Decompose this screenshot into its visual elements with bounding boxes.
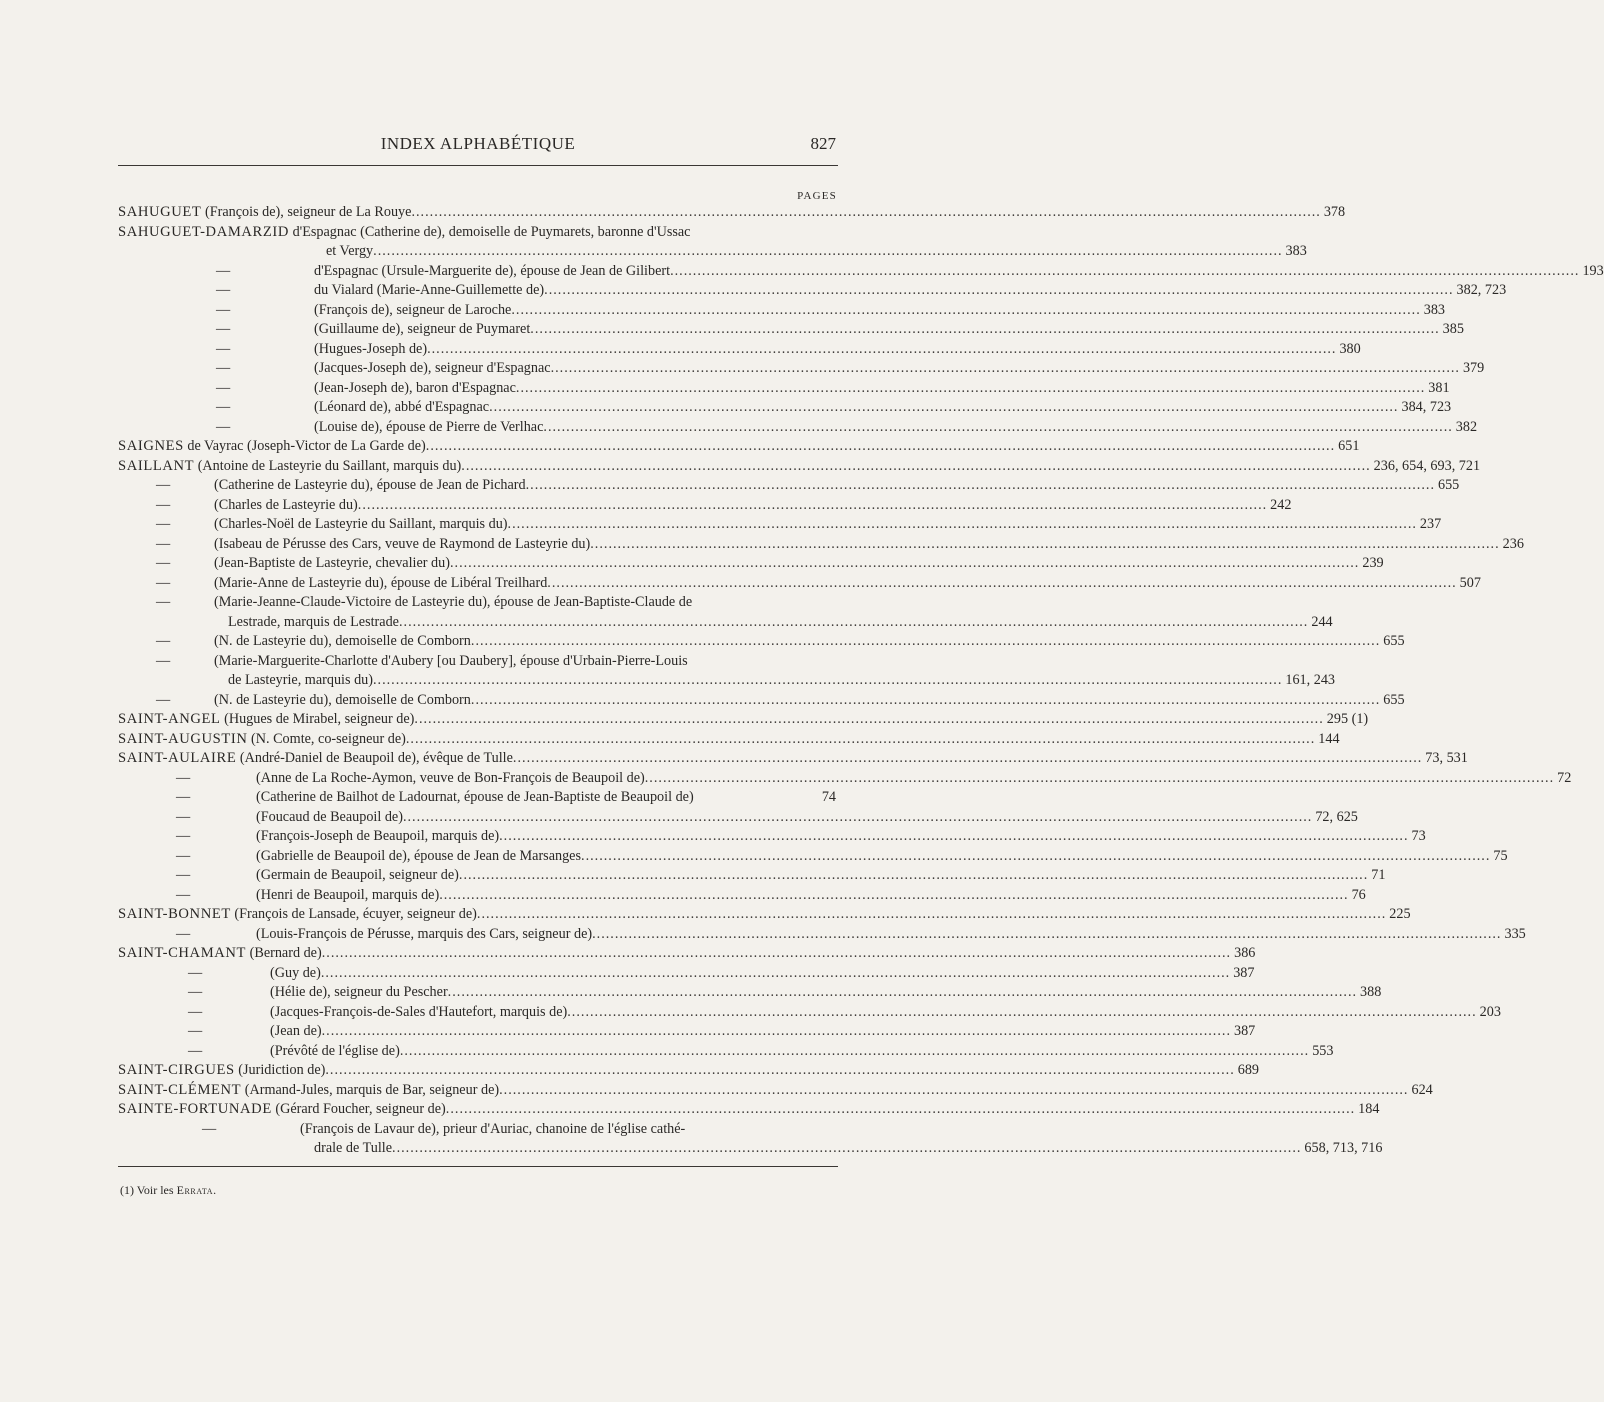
index-entry xyxy=(118,769,1572,789)
index-entry xyxy=(118,476,1460,496)
index-entry xyxy=(118,574,1481,594)
footnote-rule xyxy=(118,1166,838,1167)
leader-dots: ........................................................................................................................................................................................................ xyxy=(392,1140,1302,1156)
entry-text: (François-Joseph de Beaupoil, marquis de) xyxy=(256,828,500,844)
entry-text: (Anne de La Roche-Aymon, veuve de Bon-François de Beaupoil de) xyxy=(256,769,645,786)
entry-pages: 383 xyxy=(1423,301,1446,318)
entry-text: (Gabrielle de Beaupoil de), épouse de Jean de Marsanges xyxy=(256,847,582,864)
page-header xyxy=(118,134,838,160)
entry-pages: 379 xyxy=(1462,360,1485,376)
entry-text: drale de Tulle xyxy=(314,1140,393,1156)
ditto-dash: — xyxy=(156,594,171,610)
ditto-dash: — xyxy=(176,769,191,786)
index-entry xyxy=(118,359,1485,379)
leader-dots: ........................................................................................................................................................................................................ xyxy=(525,477,1435,493)
entry-pages: 193 xyxy=(1582,262,1604,279)
index-entry xyxy=(118,1003,1501,1023)
index-entry xyxy=(118,886,1366,906)
leader-dots: ........................................................................................................................................................................................................ xyxy=(439,886,1349,903)
entry-pages: 242 xyxy=(1270,496,1292,513)
entry-text: (Marie-Anne de Lasteyrie du), épouse de Libéral Treilhard xyxy=(214,574,548,591)
ditto-dash: — xyxy=(176,808,191,825)
entry-heading: SAHUGUET-DAMARZID xyxy=(118,223,290,240)
entry-text: (Jean-Joseph de), baron d'Espagnac xyxy=(314,379,516,396)
index-entry xyxy=(118,398,1452,418)
entry-pages: 244 xyxy=(1311,613,1333,630)
entry-text: (Hélie de), seigneur du Pescher xyxy=(270,984,448,1000)
leader-dots: ........................................................................................................................................................................................................ xyxy=(515,379,1426,396)
index-entry xyxy=(118,437,1360,457)
entry-text: (Juridiction de) xyxy=(234,1062,326,1078)
ditto-dash: — xyxy=(176,867,191,883)
entry-pages: 378 xyxy=(1323,204,1346,220)
index-entry xyxy=(118,281,1507,301)
leader-dots: ........................................................................................................................................................................................................ xyxy=(447,984,1358,1000)
leader-dots: ........................................................................................................................................................................................................ xyxy=(461,457,1371,474)
entry-text: (André-Daniel de Beaupoil de), évêque de Tulle xyxy=(236,750,513,766)
ditto-dash: — xyxy=(156,555,171,571)
ditto-dash: — xyxy=(216,399,231,415)
ditto-dash: — xyxy=(188,1003,203,1020)
entry-text: (Léonard de), abbé d'Espagnac xyxy=(314,399,490,415)
ditto-dash: — xyxy=(156,496,171,513)
entry-text: du Vialard (Marie-Anne-Guillemette de) xyxy=(314,282,545,298)
index-entry xyxy=(118,983,1382,1003)
index-entry xyxy=(118,632,1405,652)
entry-pages: 385 xyxy=(1442,321,1464,337)
entry-pages: 184 xyxy=(1358,1101,1380,1117)
index-entry xyxy=(118,827,1426,847)
index-entry xyxy=(118,301,1446,321)
entry-text: (Louis-François de Pérusse, marquis des Cars, seigneur de) xyxy=(256,925,593,942)
entry-pages: 388 xyxy=(1360,984,1382,1000)
ditto-dash: — xyxy=(216,360,231,376)
entry-text: (Jean de) xyxy=(270,1023,322,1039)
index-entry xyxy=(118,964,1255,984)
entry-text: (Charles-Noël de Lasteyrie du Saillant, marquis du) xyxy=(214,516,508,532)
running-title: INDEX ALPHABÉTIQUE xyxy=(380,134,576,153)
entry-text: (N. Comte, co-seigneur de) xyxy=(247,730,406,747)
index-entry xyxy=(118,1042,1334,1062)
entry-pages: 73, 531 xyxy=(1425,750,1468,766)
entry-text: (Marie-Jeanne-Claude-Victoire de Lasteyrie du), épouse de Jean-Baptiste-Claude de xyxy=(214,594,693,610)
leader-dots: ........................................................................................................................................................................................................ xyxy=(399,1042,1310,1059)
entry-pages: 655 xyxy=(1383,691,1405,708)
index-entry xyxy=(118,535,1524,555)
index-entry xyxy=(118,554,1384,574)
ditto-dash: — xyxy=(176,925,191,942)
leader-dots: ........................................................................................................................................................................................................ xyxy=(550,360,1460,376)
leader-dots: ........................................................................................................................................................................................................ xyxy=(398,613,1309,630)
index-entry xyxy=(118,379,1450,399)
entry-heading: SAHUGUET xyxy=(118,204,202,220)
leader-dots: ........................................................................................................................................................................................................ xyxy=(414,711,1324,727)
page-number: 827 xyxy=(810,134,836,153)
ditto-dash: — xyxy=(156,574,171,591)
entry-text: (François de Lavaur de), prieur d'Auriac, chanoine de l'église cathé- xyxy=(300,1120,686,1137)
entry-text: (Germain de Beaupoil, seigneur de) xyxy=(256,867,459,883)
leader-dots: ........................................................................................................................................................................................................ xyxy=(499,828,1409,844)
entry-pages: 658, 713, 716 xyxy=(1304,1140,1383,1156)
leader-dots: ........................................................................................................................................................................................................ xyxy=(445,1101,1356,1117)
entry-pages: 387 xyxy=(1233,964,1255,981)
index-entry xyxy=(118,1139,1383,1159)
entry-text: de Vayrac (Joseph-Victor de La Garde de) xyxy=(183,438,426,454)
index-entry xyxy=(118,262,1604,282)
ditto-dash: — xyxy=(216,301,231,318)
index-entries xyxy=(118,203,1604,1159)
ditto-dash: — xyxy=(176,886,191,903)
ditto-dash: — xyxy=(188,984,203,1000)
leader-dots: ........................................................................................................................................................................................................ xyxy=(547,574,1457,591)
index-entry xyxy=(118,944,1256,964)
pages-column-label: PAGES xyxy=(797,190,837,202)
entry-text: (Henri de Beaupoil, marquis de) xyxy=(256,886,440,903)
index-entry xyxy=(118,223,836,243)
ditto-dash: — xyxy=(176,847,191,864)
leader-dots: ........................................................................................................................................................................................................ xyxy=(530,321,1440,337)
entry-heading: SAIGNES xyxy=(118,438,184,454)
ditto-dash: — xyxy=(176,828,191,844)
leader-dots: ........................................................................................................................................................................................................ xyxy=(425,438,1336,454)
leader-dots: ........................................................................................................................................................................................................ xyxy=(427,340,1337,357)
index-entry xyxy=(118,905,1411,925)
entry-pages: 72 xyxy=(1557,769,1572,786)
index-entry xyxy=(118,496,1292,516)
entry-text: et Vergy xyxy=(326,243,374,259)
index-entry xyxy=(118,320,1464,340)
entry-text: (Foucaud de Beaupoil de) xyxy=(256,808,403,825)
leader-dots: ........................................................................................................................................................................................................ xyxy=(321,945,1232,961)
footnote-errata-ref: Errata. xyxy=(176,1183,217,1197)
entry-pages: 383 xyxy=(1285,243,1307,259)
entry-pages: 239 xyxy=(1362,555,1384,571)
leader-dots: ........................................................................................................................................................................................................ xyxy=(590,535,1500,552)
entry-pages: 387 xyxy=(1233,1023,1256,1039)
entry-pages: 553 xyxy=(1312,1042,1334,1059)
leader-dots: ........................................................................................................................................................................................................ xyxy=(321,1023,1231,1039)
leader-dots: ........................................................................................................................................................................................................ xyxy=(592,925,1502,942)
entry-text: (Jean-Baptiste de Lasteyrie, chevalier du) xyxy=(214,555,450,571)
entry-text: (Jacques-François-de-Sales d'Hautefort, marquis de) xyxy=(270,1003,568,1020)
entry-text: (Charles de Lasteyrie du) xyxy=(214,496,358,513)
index-entry xyxy=(118,1022,1256,1042)
ditto-dash: — xyxy=(216,379,231,396)
entry-text: (Armand-Jules, marquis de Bar, seigneur de) xyxy=(241,1081,500,1098)
index-entry xyxy=(118,515,1442,535)
ditto-dash: — xyxy=(156,516,171,532)
ditto-dash: — xyxy=(156,691,171,708)
entry-pages: 71 xyxy=(1371,867,1386,883)
index-entry xyxy=(118,847,1508,867)
entry-pages: 237 xyxy=(1419,516,1442,532)
entry-text: (N. de Lasteyrie du), demoiselle de Comborn xyxy=(214,633,471,649)
entry-pages: 75 xyxy=(1493,847,1508,864)
index-entry xyxy=(118,671,1336,691)
entry-text: (Catherine de Bailhot de Ladournat, épouse de Jean-Baptiste de Beaupoil de) xyxy=(256,789,694,805)
leader-dots: ........................................................................................................................................................................................................ xyxy=(512,750,1423,766)
entry-heading: SAILLANT xyxy=(118,457,195,474)
leader-dots: ........................................................................................................................................................................................................ xyxy=(499,1081,1409,1098)
footnote-text: (1) Voir les xyxy=(120,1183,177,1197)
leader-dots: ........................................................................................................................................................................................................ xyxy=(581,847,1491,864)
ditto-dash: — xyxy=(188,964,203,981)
entry-text: (Gérard Foucher, seigneur de) xyxy=(271,1101,446,1117)
entry-heading: SAINT-CLÉMENT xyxy=(118,1081,242,1098)
index-entry xyxy=(118,691,1405,711)
index-entry xyxy=(118,593,836,613)
leader-dots: ........................................................................................................................................................................................................ xyxy=(511,301,1421,318)
entry-text: (N. de Lasteyrie du), demoiselle de Comborn xyxy=(214,691,471,708)
leader-dots: ........................................................................................................................................................................................................ xyxy=(470,633,1381,649)
leader-dots: ........................................................................................................................................................................................................ xyxy=(373,243,1283,259)
entry-heading: SAINT-AUGUSTIN xyxy=(118,730,248,747)
entry-text: (Jacques-Joseph de), seigneur d'Espagnac xyxy=(314,360,551,376)
entry-pages: 295 (1) xyxy=(1326,711,1369,727)
entry-heading: SAINT-BONNET xyxy=(118,906,231,922)
entry-pages: 507 xyxy=(1459,574,1481,591)
entry-pages: 380 xyxy=(1339,340,1361,357)
entry-text: (Marie-Marguerite-Charlotte d'Aubery [ou Daubery], épouse d'Urbain-Pierre-Louis xyxy=(214,652,688,669)
ditto-dash: — xyxy=(216,321,231,337)
entry-text: (Guy de) xyxy=(270,964,321,981)
index-entry xyxy=(118,242,1307,262)
ditto-dash: — xyxy=(156,477,171,493)
leader-dots: ........................................................................................................................................................................................................ xyxy=(325,1062,1235,1078)
entry-text: (Guillaume de), seigneur de Puymaret xyxy=(314,321,531,337)
entry-pages: 225 xyxy=(1389,906,1411,922)
entry-pages: 624 xyxy=(1411,1081,1433,1098)
index-entry xyxy=(118,1100,1380,1120)
leader-dots: ........................................................................................................................................................................................................ xyxy=(320,964,1231,981)
entry-heading: SAINT-CIRGUES xyxy=(118,1062,235,1078)
entry-heading: SAINT-CHAMANT xyxy=(118,945,247,961)
index-entry xyxy=(118,418,1478,438)
index-entry xyxy=(118,652,836,672)
index-entry xyxy=(118,925,1526,945)
entry-pages: 236, 654, 693, 721 xyxy=(1373,457,1481,474)
leader-dots: ........................................................................................................................................................................................................ xyxy=(470,691,1381,708)
entry-text: (Hugues-Joseph de) xyxy=(314,340,428,357)
leader-dots: ........................................................................................................................................................................................................ xyxy=(670,262,1580,279)
entry-pages: 655 xyxy=(1437,477,1460,493)
leader-dots: ........................................................................................................................................................................................................ xyxy=(543,418,1453,435)
entry-text: d'Espagnac (Ursule-Marguerite de), épouse de Jean de Gilibert xyxy=(314,262,671,279)
index-entry xyxy=(118,808,1358,828)
entry-heading: SAINT-ANGEL xyxy=(118,711,221,727)
index-entry xyxy=(118,457,1481,477)
leader-dots: ........................................................................................................................................................................................................ xyxy=(449,555,1360,571)
entry-pages: 386 xyxy=(1234,945,1256,961)
index-entry xyxy=(118,749,1468,769)
index-entry xyxy=(118,203,1346,223)
entry-pages: 74 xyxy=(821,789,836,805)
footnote xyxy=(120,1183,217,1198)
ditto-dash: — xyxy=(188,1023,203,1039)
entry-pages: 382, 723 xyxy=(1456,282,1507,298)
leader-dots: ........................................................................................................................................................................................................ xyxy=(405,730,1316,747)
ditto-dash: — xyxy=(156,535,171,552)
entry-pages: 236 xyxy=(1502,535,1524,552)
entry-text: (Isabeau de Pérusse des Cars, veuve de Raymond de Lasteyrie du) xyxy=(214,535,591,552)
entry-pages: 161, 243 xyxy=(1285,672,1336,688)
entry-pages: 689 xyxy=(1237,1062,1260,1078)
entry-pages: 335 xyxy=(1504,925,1526,942)
leader-dots: ........................................................................................................................................................................................................ xyxy=(411,204,1321,220)
leader-dots: ........................................................................................................................................................................................................ xyxy=(489,399,1399,415)
entry-text: (François de), seigneur de Laroche xyxy=(314,301,512,318)
entry-text: Lestrade, marquis de Lestrade xyxy=(228,613,399,630)
ditto-dash: — xyxy=(188,1042,203,1059)
entry-text: d'Espagnac (Catherine de), demoiselle de Puymarets, baronne d'Ussac xyxy=(289,223,691,240)
entry-text: (Louise de), épouse de Pierre de Verlhac xyxy=(314,418,544,435)
entry-text: (François de), seigneur de La Rouye xyxy=(201,204,412,220)
index-entry xyxy=(118,613,1333,633)
leader-dots: ........................................................................................................................................................................................................ xyxy=(644,769,1555,786)
leader-dots: ........................................................................................................................................................................................................ xyxy=(544,282,1454,298)
ditto-dash: — xyxy=(176,789,191,805)
entry-pages: 72, 625 xyxy=(1315,808,1358,825)
index-entry xyxy=(118,1061,1260,1081)
index-entry xyxy=(118,730,1340,750)
ditto-dash: — xyxy=(156,652,171,669)
index-entry xyxy=(118,1120,836,1140)
entry-text: (Hugues de Mirabel, seigneur de) xyxy=(220,711,415,727)
entry-text: (Catherine de Lasteyrie du), épouse de Jean de Pichard xyxy=(214,477,526,493)
entry-text: (Antoine de Lasteyrie du Saillant, marquis du) xyxy=(194,457,462,474)
index-entry xyxy=(118,1081,1433,1101)
leader-dots: ........................................................................................................................................................................................................ xyxy=(372,672,1283,688)
index-entry xyxy=(118,788,836,808)
leader-dots: ........................................................................................................................................................................................................ xyxy=(567,1003,1477,1020)
index-entry xyxy=(118,340,1361,360)
ditto-dash: — xyxy=(202,1120,217,1137)
header-rule xyxy=(118,165,838,166)
leader-dots: ........................................................................................................................................................................................................ xyxy=(402,808,1313,825)
leader-dots: ........................................................................................................................................................................................................ xyxy=(507,516,1417,532)
entry-text: (Bernard de) xyxy=(246,945,322,961)
entry-pages: 384, 723 xyxy=(1401,399,1452,415)
leader-dots: ........................................................................................................................................................................................................ xyxy=(357,496,1268,513)
entry-pages: 381 xyxy=(1428,379,1450,396)
entry-heading: SAINT-AULAIRE xyxy=(118,750,237,766)
entry-heading: SAINTE-FORTUNADE xyxy=(118,1101,272,1117)
ditto-dash: — xyxy=(156,633,171,649)
index-entry xyxy=(118,866,1386,886)
index-entry xyxy=(118,710,1369,730)
ditto-dash: — xyxy=(216,282,231,298)
entry-pages: 73 xyxy=(1411,828,1426,844)
entry-pages: 144 xyxy=(1318,730,1340,747)
entry-text: (François de Lansade, écuyer, seigneur de) xyxy=(230,906,477,922)
entry-pages: 655 xyxy=(1383,633,1405,649)
ditto-dash: — xyxy=(216,418,231,435)
ditto-dash: — xyxy=(216,340,231,357)
leader-dots: ........................................................................................................................................................................................................ xyxy=(476,906,1387,922)
entry-pages: 76 xyxy=(1351,886,1366,903)
entry-pages: 651 xyxy=(1338,438,1360,454)
leader-dots: ........................................................................................................................................................................................................ xyxy=(458,867,1369,883)
entry-pages: 382 xyxy=(1455,418,1478,435)
entry-text: de Lasteyrie, marquis du) xyxy=(228,672,373,688)
ditto-dash: — xyxy=(216,262,231,279)
entry-pages: 203 xyxy=(1479,1003,1501,1020)
entry-text: (Prévôté de l'église de) xyxy=(270,1042,400,1059)
